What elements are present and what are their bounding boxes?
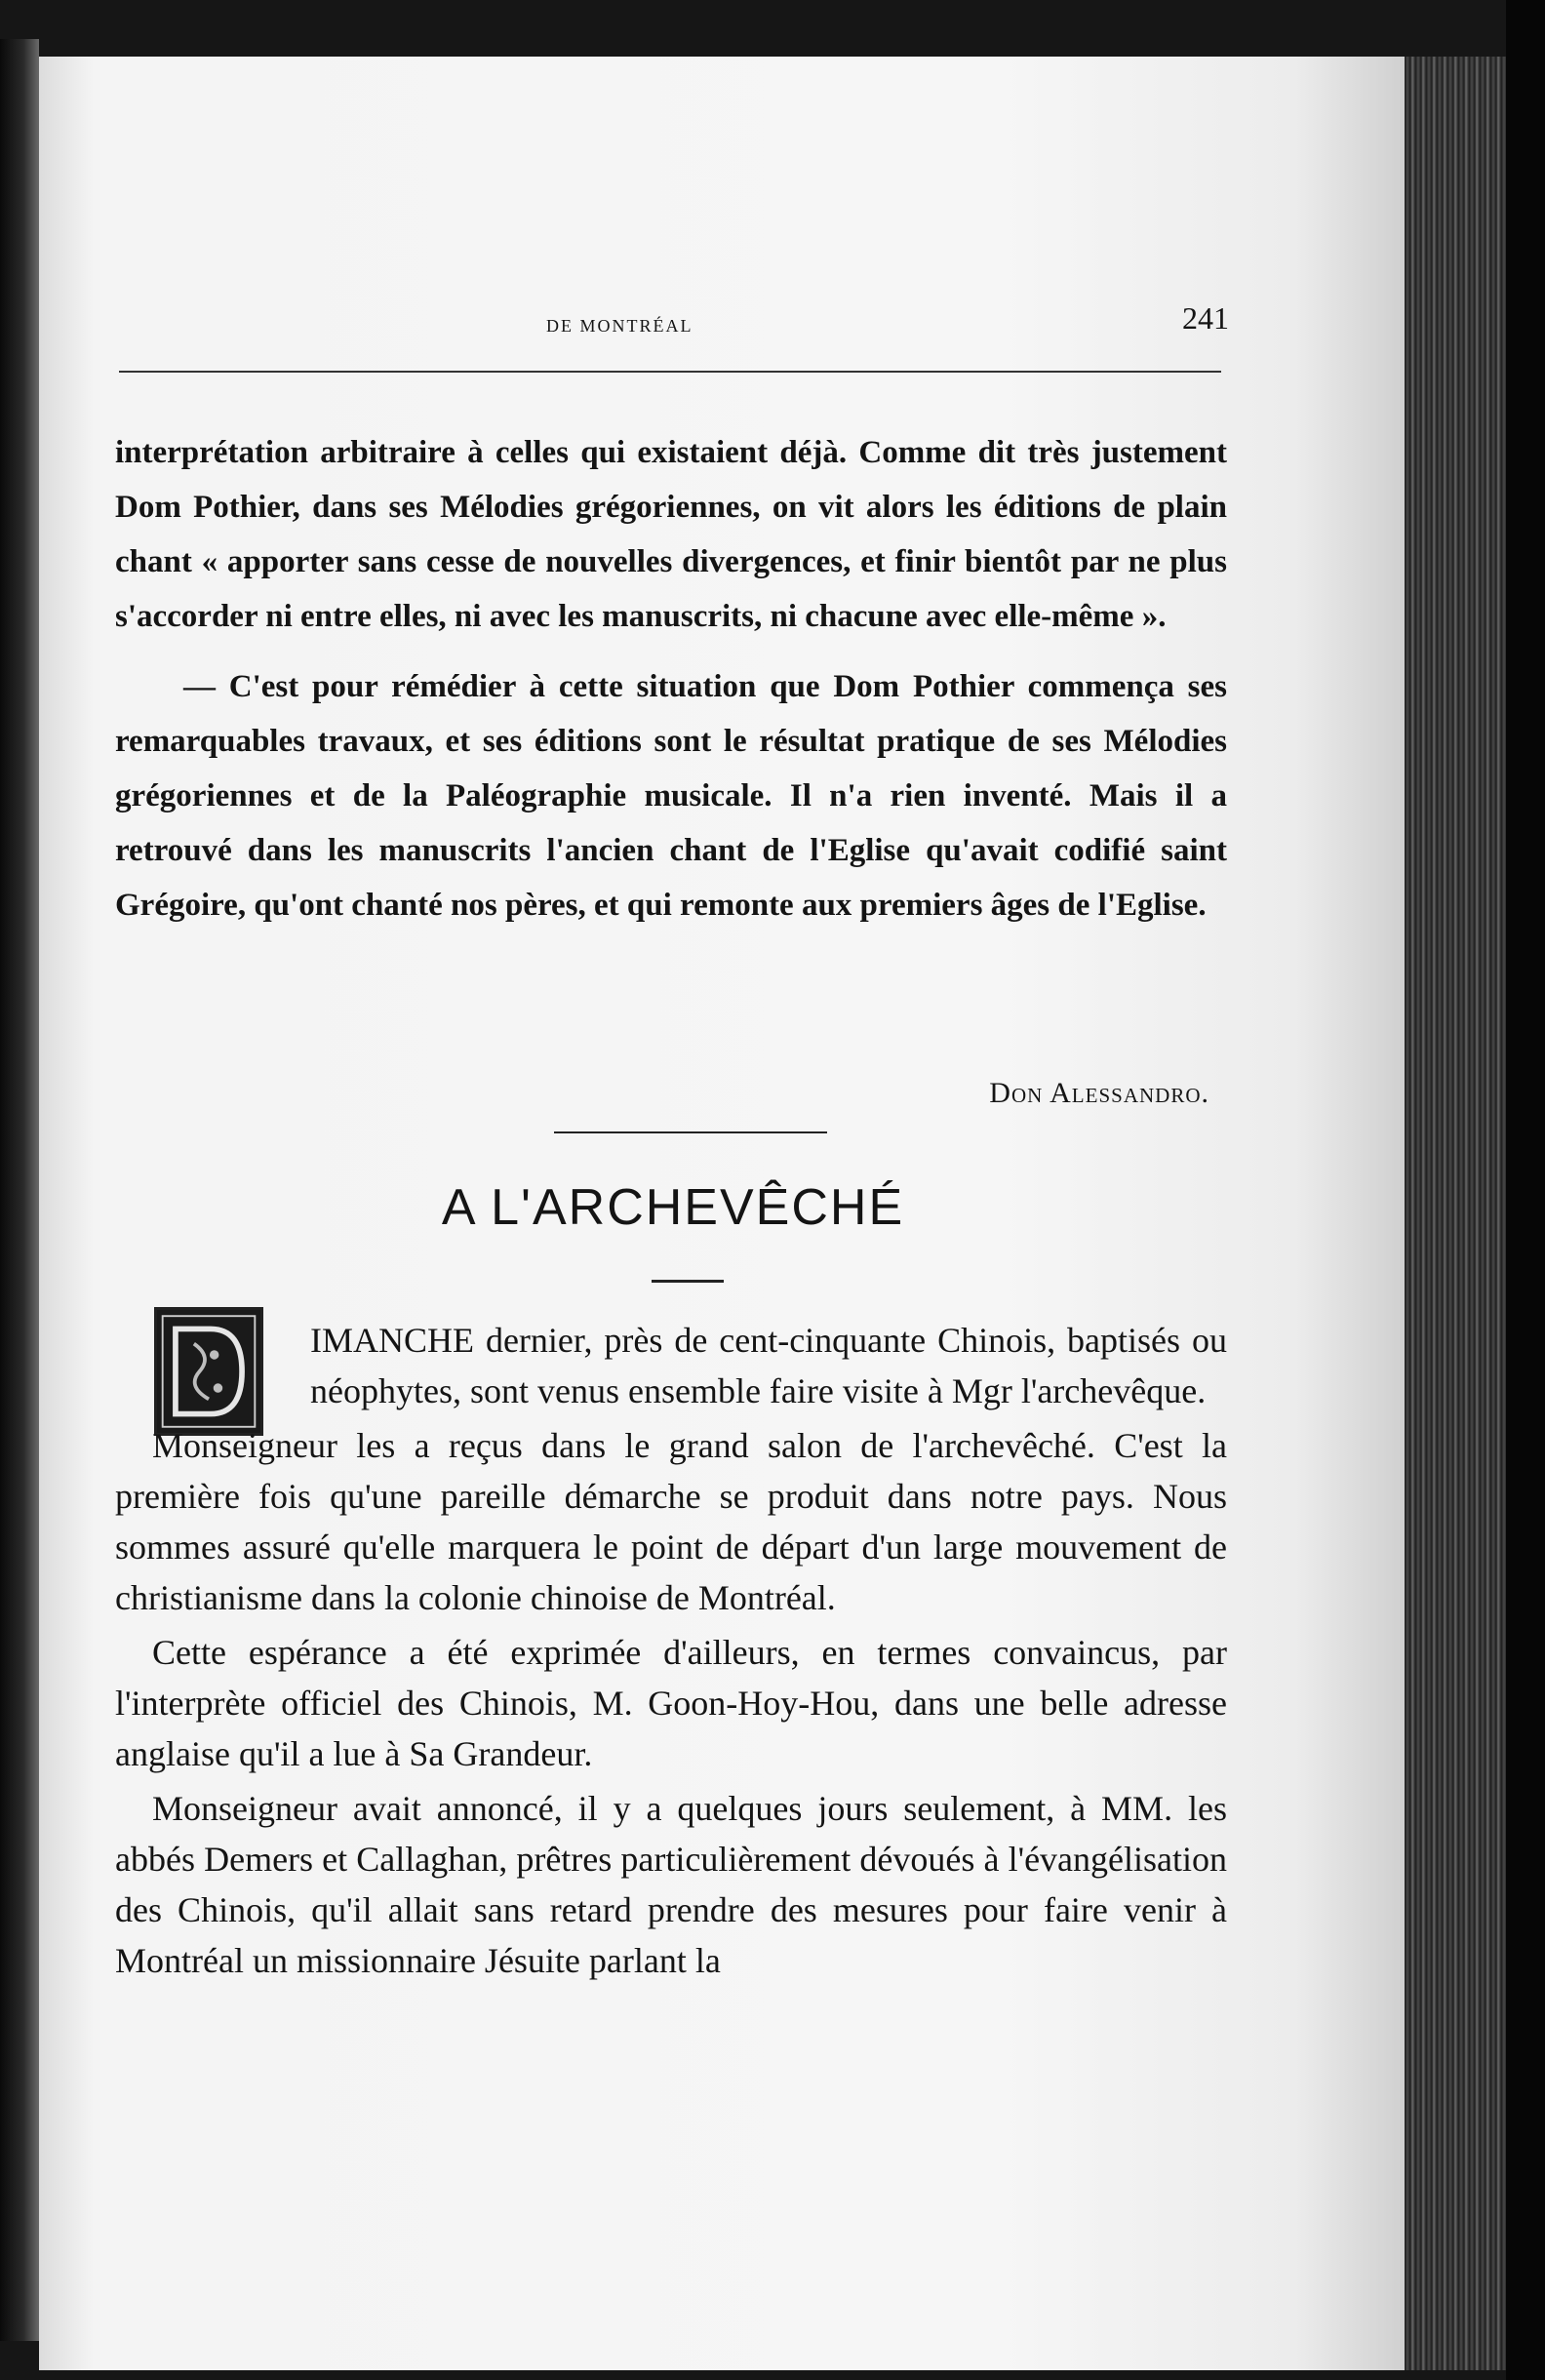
article-body (115, 1315, 1227, 1986)
running-title: DE MONTRÉAL (546, 316, 693, 336)
signature: Don Alessandro. (989, 1077, 1209, 1109)
article-paragraph: Cette espérance a été exprimée d'ailleurs, en termes convaincus, par l'interprète officiel des Chinois, M. Goon-Hoy-Hou, dans une belle adresse anglaise qu'il a lue à Sa Grandeur. (115, 1633, 1227, 1773)
article-first-paragraph: IMANCHE dernier, près de cent-cinquante Chinois, baptisés ou néophytes, sont venus ensemble faire visite à Mgr l'archevêque. (310, 1321, 1227, 1410)
article-paragraph: Monseigneur avait annoncé, il y a quelques jours seulement, à MM. les abbés Demers et Callaghan, prêtres particulièrement dévoués à l'évangélisation des Chinois, qu'il allait sans retard prendre des mesures pour faire venir à Montréal un missionnaire Jésuite parlant la (115, 1789, 1227, 1980)
book-spine-edge (0, 39, 39, 2341)
svg-text:D: D (205, 1379, 213, 1390)
page-stack-edges (1405, 57, 1506, 2370)
article-title: A L'ARCHEVÊCHÉ (441, 1179, 905, 1236)
upper-paragraph: — C'est pour rémédier à cette situation que Dom Pothier commença ses remarquables travaux, et ses éditions sont le résultat pratique de ses Mélodies grégoriennes et de la Paléographie musicale. Il n'a rien inventé. Mais il a retrouvé dans les manuscrits l'ancien chant de l'Eglise qu'avait codifié saint Grégoire, qu'ont chanté nos pères, et qui remonte aux premiers âges de l'Eglise. (115, 669, 1227, 923)
upper-paragraph: interprétation arbitraire à celles qui existaient déjà. Comme dit très justement Dom Pothier, dans ses Mélodies grégoriennes, on vit alors les éditions de plain chant « apporter sans cesse de nouvelles divergences, et finir bientôt par ne plus s'accorder ni entre elles, ni avec les manuscrits, ni chacune avec elle-même ». (115, 435, 1227, 634)
header-rule (119, 371, 1221, 373)
scan-border (1506, 0, 1545, 2380)
section-divider (554, 1131, 827, 1133)
page-number: 241 (1182, 300, 1229, 336)
title-underline (652, 1280, 724, 1283)
upper-article-body (115, 425, 1227, 932)
article-paragraph: Monseigneur les a reçus dans le grand salon de l'archevêché. C'est la première fois qu'une pareille démarche se produit dans notre pays. Nous sommes assuré qu'elle marquera le point de départ d'un large mouvement de christianisme dans la colonie chinoise de Montréal. (115, 1426, 1227, 1617)
book-page (39, 57, 1405, 2370)
